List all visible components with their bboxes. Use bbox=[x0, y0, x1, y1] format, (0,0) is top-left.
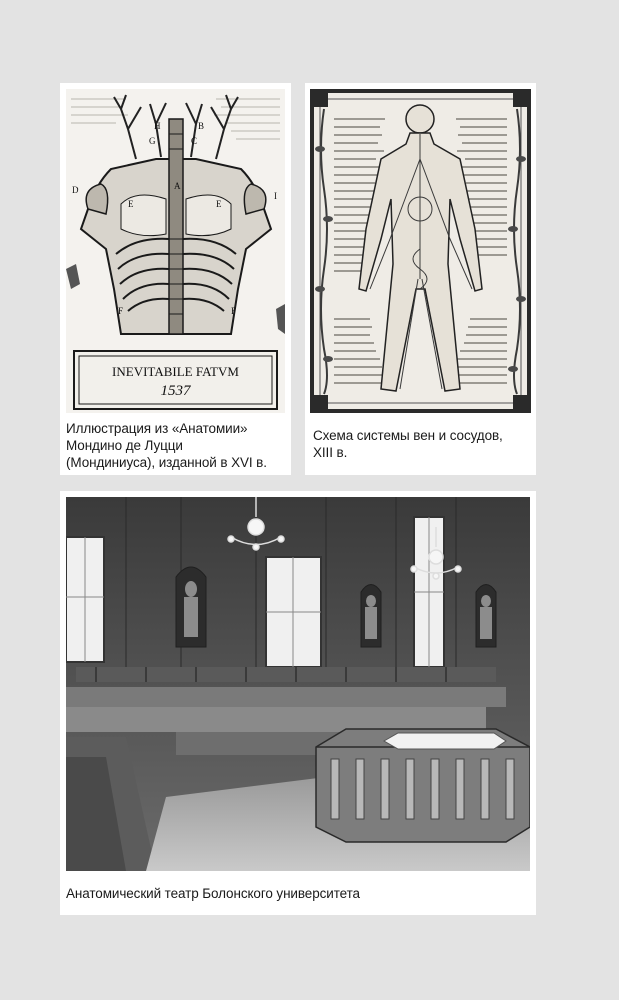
anatomy-woodcut-image bbox=[66, 89, 285, 413]
woodcut-banner-text: INEVITABILE FATVM bbox=[112, 364, 239, 379]
figure-card-anatomical-theatre bbox=[60, 491, 536, 915]
woodcut-letter: G bbox=[149, 136, 156, 146]
figure-caption: Схема системы вен и сосудов, XIII в. bbox=[313, 428, 503, 460]
woodcut-banner-year: 1537 bbox=[160, 383, 191, 399]
woodcut-letter: F bbox=[118, 306, 124, 316]
figure-card-anatomy-woodcut bbox=[60, 83, 291, 475]
woodcut-letter: B bbox=[198, 121, 205, 131]
woodcut-letter: F bbox=[231, 306, 237, 316]
woodcut-letter: E bbox=[216, 199, 222, 209]
vein-diagram-image bbox=[310, 89, 531, 413]
figure-caption: Анатомический театр Болонского университета bbox=[66, 886, 360, 901]
anatomical-theatre-photo bbox=[66, 497, 530, 871]
figure-card-vein-diagram bbox=[305, 83, 536, 475]
woodcut-letter: E bbox=[128, 199, 134, 209]
figure-caption: Иллюстрация из «Анатомии» Мондино де Луцци (Мондиниуса), изданной в XVI в. bbox=[66, 421, 267, 470]
woodcut-letter: A bbox=[174, 181, 181, 191]
woodcut-letter: H bbox=[154, 121, 161, 131]
woodcut-letter: C bbox=[191, 136, 198, 146]
woodcut-letter: I bbox=[274, 191, 277, 201]
woodcut-letter: D bbox=[72, 185, 79, 195]
